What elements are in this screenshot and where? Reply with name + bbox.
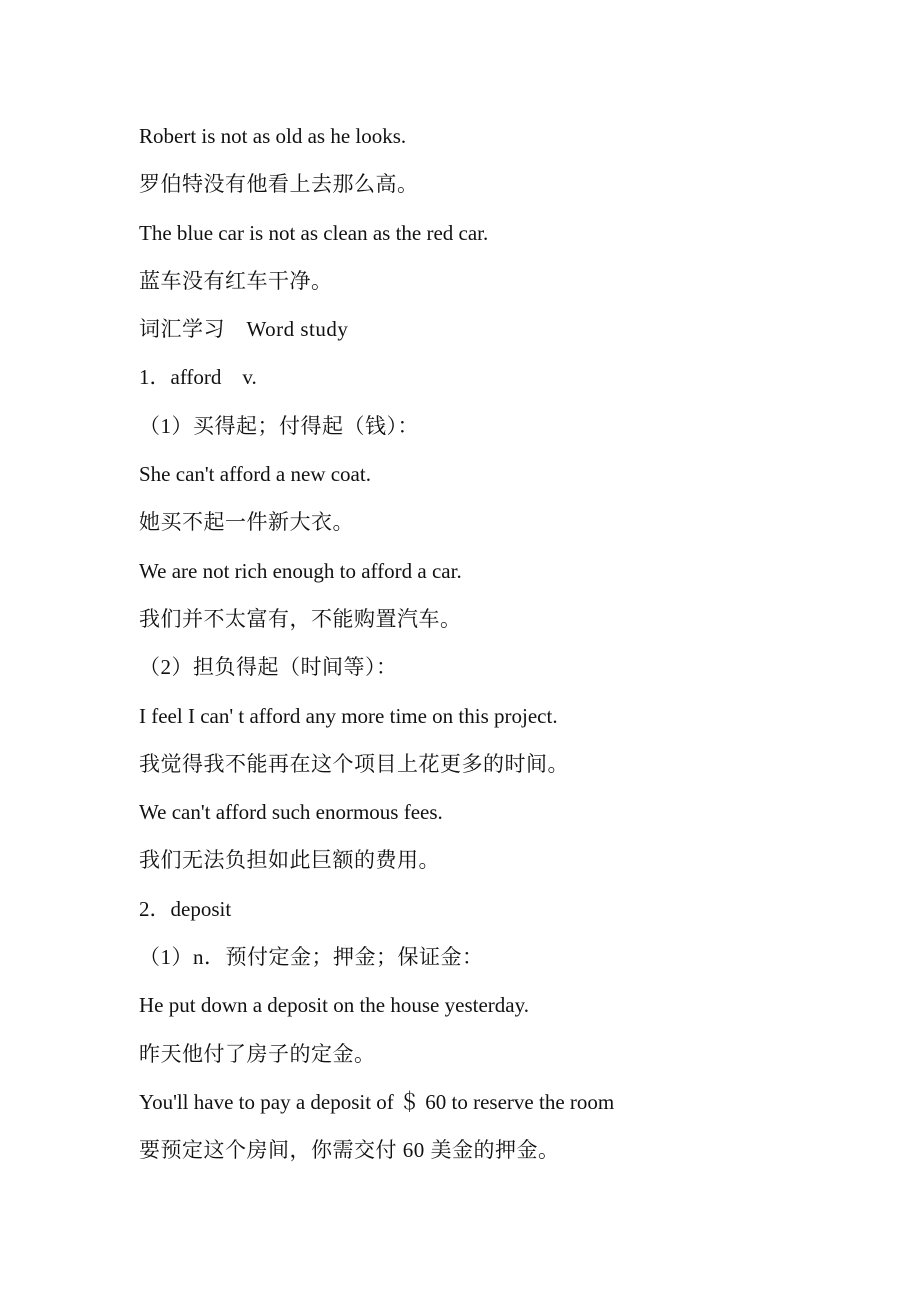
example-sentence-cn: 我觉得我不能再在这个项目上花更多的时间。 [139, 751, 569, 776]
example-sentence-cn: 蓝车没有红车干净。 [139, 268, 333, 293]
sense-heading: （2）担负得起（时间等）： [139, 655, 398, 680]
example-sentence-cn: 我们无法负担如此巨额的费用。 [139, 848, 440, 873]
example-sentence-en: She can't afford a new coat. [139, 462, 371, 487]
example-sentence-en: I feel I can' t afford any more time on this project. [139, 703, 558, 728]
example-sentence-cn: 昨天他付了房子的定金。 [139, 1041, 376, 1066]
example-sentence-en: We are not rich enough to afford a car. [139, 558, 462, 583]
section-heading-word-study: 词汇学习 Word study [139, 317, 349, 342]
example-sentence-en: Robert is not as old as he looks. [139, 124, 407, 148]
example-sentence-en: You'll have to pay a deposit of ＄ 60 to reserve the room [139, 1089, 615, 1114]
sense-heading: （1）买得起；付得起（钱）： [139, 413, 419, 438]
example-sentence-cn: 我们并不太富有，不能购置汽车。 [139, 606, 462, 631]
example-sentence-cn: 她买不起一件新大衣。 [139, 510, 354, 535]
example-sentence-cn: 罗伯特没有他看上去那么高。 [139, 172, 419, 197]
vocab-entry-deposit: 2．deposit [139, 896, 232, 921]
example-sentence-en: The blue car is not as clean as the red car. [139, 220, 489, 245]
example-sentence-cn: 要预定这个房间，你需交付 60 美金的押金。 [139, 1138, 560, 1163]
example-sentence-en: We can't afford such enormous fees. [139, 800, 443, 825]
document-body [139, 118, 880, 1181]
sense-heading: （1）n．预付定金；押金；保证金： [139, 945, 484, 970]
vocab-entry-afford: 1．afford v. [139, 365, 257, 390]
example-sentence-en: He put down a deposit on the house yesterday. [139, 993, 529, 1018]
